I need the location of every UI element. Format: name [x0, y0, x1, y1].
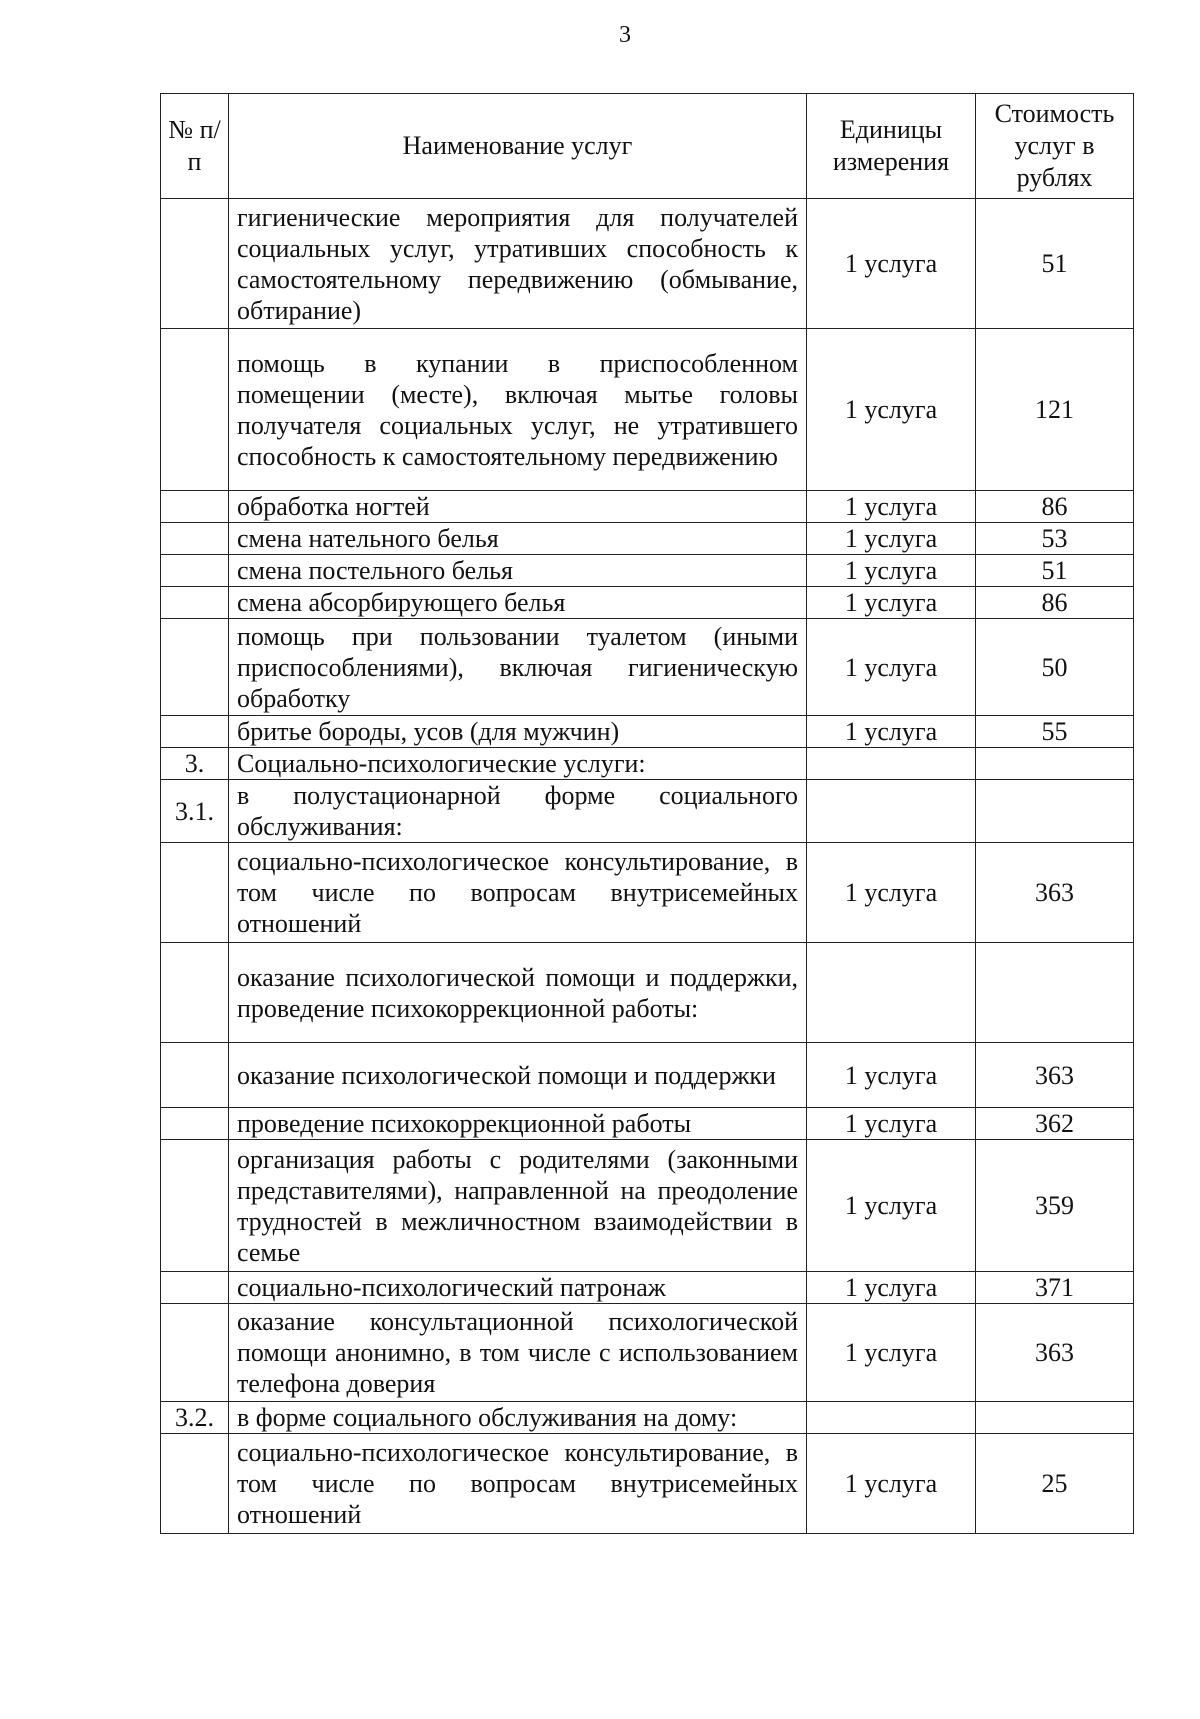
row-unit: 1 услуга: [807, 619, 976, 716]
table-row: [161, 199, 1134, 329]
row-cost: 363: [976, 843, 1134, 943]
row-service-name: проведение психокоррекционной работы: [229, 1108, 807, 1140]
row-number: [161, 1140, 229, 1272]
row-unit: [807, 780, 976, 843]
row-service-name: смена нательного белья: [229, 523, 807, 555]
table-row: [161, 1434, 1134, 1534]
table-header-row: [161, 94, 1134, 199]
row-number: [161, 843, 229, 943]
row-cost: 50: [976, 619, 1134, 716]
row-service-name: оказание психологической помощи и поддержки, проведение психокоррекционной работы:: [229, 943, 807, 1043]
row-number: [161, 716, 229, 748]
header-cost: Стоимость услуг в рублях: [976, 94, 1134, 199]
row-cost: 51: [976, 555, 1134, 587]
row-cost: 363: [976, 1043, 1134, 1108]
row-unit: 1 услуга: [807, 555, 976, 587]
table-row: [161, 491, 1134, 523]
row-service-name: помощь при пользовании туалетом (иными приспособлениями), включая гигиеническую обработку: [229, 619, 807, 716]
row-unit: 1 услуга: [807, 1434, 976, 1534]
row-number: [161, 1043, 229, 1108]
row-number: [161, 491, 229, 523]
row-cost: 359: [976, 1140, 1134, 1272]
row-number: [161, 619, 229, 716]
table-row: [161, 1043, 1134, 1108]
table-row: [161, 619, 1134, 716]
table-row: [161, 1304, 1134, 1402]
row-unit: [807, 1402, 976, 1434]
row-number: [161, 1304, 229, 1402]
header-unit: Единицы измерения: [807, 94, 976, 199]
row-cost: [976, 943, 1134, 1043]
row-service-name: организация работы с родителями (законными представителями), направленной на преодоление трудностей в межличностном взаимодействии в семье: [229, 1140, 807, 1272]
row-service-name: оказание психологической помощи и поддержки: [229, 1043, 807, 1108]
row-number: [161, 1272, 229, 1304]
table-row: [161, 1272, 1134, 1304]
table-row: [161, 843, 1134, 943]
row-service-name: смена абсорбирующего белья: [229, 587, 807, 619]
row-number: [161, 523, 229, 555]
row-service-name: смена постельного белья: [229, 555, 807, 587]
row-number: [161, 1108, 229, 1140]
services-price-table: [160, 93, 1134, 1534]
row-unit: 1 услуга: [807, 523, 976, 555]
row-unit: 1 услуга: [807, 199, 976, 329]
row-unit: 1 услуга: [807, 491, 976, 523]
row-number: [161, 943, 229, 1043]
table-row: [161, 1140, 1134, 1272]
row-cost: 362: [976, 1108, 1134, 1140]
table-row: [161, 555, 1134, 587]
row-number: [161, 1434, 229, 1534]
row-cost: 53: [976, 523, 1134, 555]
row-cost: [976, 780, 1134, 843]
row-unit: 1 услуга: [807, 1272, 976, 1304]
table-row: [161, 716, 1134, 748]
row-cost: 55: [976, 716, 1134, 748]
row-unit: [807, 748, 976, 780]
row-service-name: социально-психологическое консультирование, в том числе по вопросам внутрисемейных отношений: [229, 843, 807, 943]
row-cost: 371: [976, 1272, 1134, 1304]
section-number: 3.: [161, 748, 229, 780]
section-title: Социально-психологические услуги:: [229, 748, 807, 780]
row-unit: 1 услуга: [807, 329, 976, 491]
row-unit: 1 услуга: [807, 1108, 976, 1140]
table-subsection-row: [161, 1402, 1134, 1434]
row-cost: 25: [976, 1434, 1134, 1534]
table-row: [161, 587, 1134, 619]
page-number: 3: [619, 22, 631, 48]
subsection-number: 3.2.: [161, 1402, 229, 1434]
row-service-name: гигиенические мероприятия для получателей социальных услуг, утративших способность к самостоятельному передвижению (обмывание, обтирание): [229, 199, 807, 329]
row-unit: 1 услуга: [807, 1043, 976, 1108]
row-unit: 1 услуга: [807, 716, 976, 748]
table-row: [161, 329, 1134, 491]
row-cost: 363: [976, 1304, 1134, 1402]
row-cost: 86: [976, 587, 1134, 619]
row-service-name: оказание консультационной психологической помощи анонимно, в том числе с использованием телефона доверия: [229, 1304, 807, 1402]
row-number: [161, 199, 229, 329]
row-service-name: помощь в купании в приспособленном помещении (месте), включая мытье головы получателя социальных услуг, не утратившего способность к самостоятельному передвижению: [229, 329, 807, 491]
row-unit: 1 услуга: [807, 587, 976, 619]
row-cost: [976, 1402, 1134, 1434]
subsection-number: 3.1.: [161, 780, 229, 843]
row-service-name: социально-психологический патронаж: [229, 1272, 807, 1304]
row-service-name: социально-психологическое консультирование, в том числе по вопросам внутрисемейных отношений: [229, 1434, 807, 1534]
table-section-row: [161, 748, 1134, 780]
header-number: № п/п: [161, 94, 229, 199]
row-unit: 1 услуга: [807, 843, 976, 943]
row-cost: 86: [976, 491, 1134, 523]
row-unit: 1 услуга: [807, 1140, 976, 1272]
row-number: [161, 587, 229, 619]
row-unit: 1 услуга: [807, 1304, 976, 1402]
table-subsection-row: [161, 780, 1134, 843]
subsection-title: в полустационарной форме социального обслуживания:: [229, 780, 807, 843]
row-cost: [976, 748, 1134, 780]
row-number: [161, 555, 229, 587]
table-row: [161, 1108, 1134, 1140]
header-service-name: Наименование услуг: [229, 94, 807, 199]
table-row: [161, 943, 1134, 1043]
row-cost: 121: [976, 329, 1134, 491]
row-unit: [807, 943, 976, 1043]
row-number: [161, 329, 229, 491]
row-service-name: обработка ногтей: [229, 491, 807, 523]
subsection-title: в форме социального обслуживания на дому:: [229, 1402, 807, 1434]
row-cost: 51: [976, 199, 1134, 329]
row-service-name: бритье бороды, усов (для мужчин): [229, 716, 807, 748]
table-row: [161, 523, 1134, 555]
